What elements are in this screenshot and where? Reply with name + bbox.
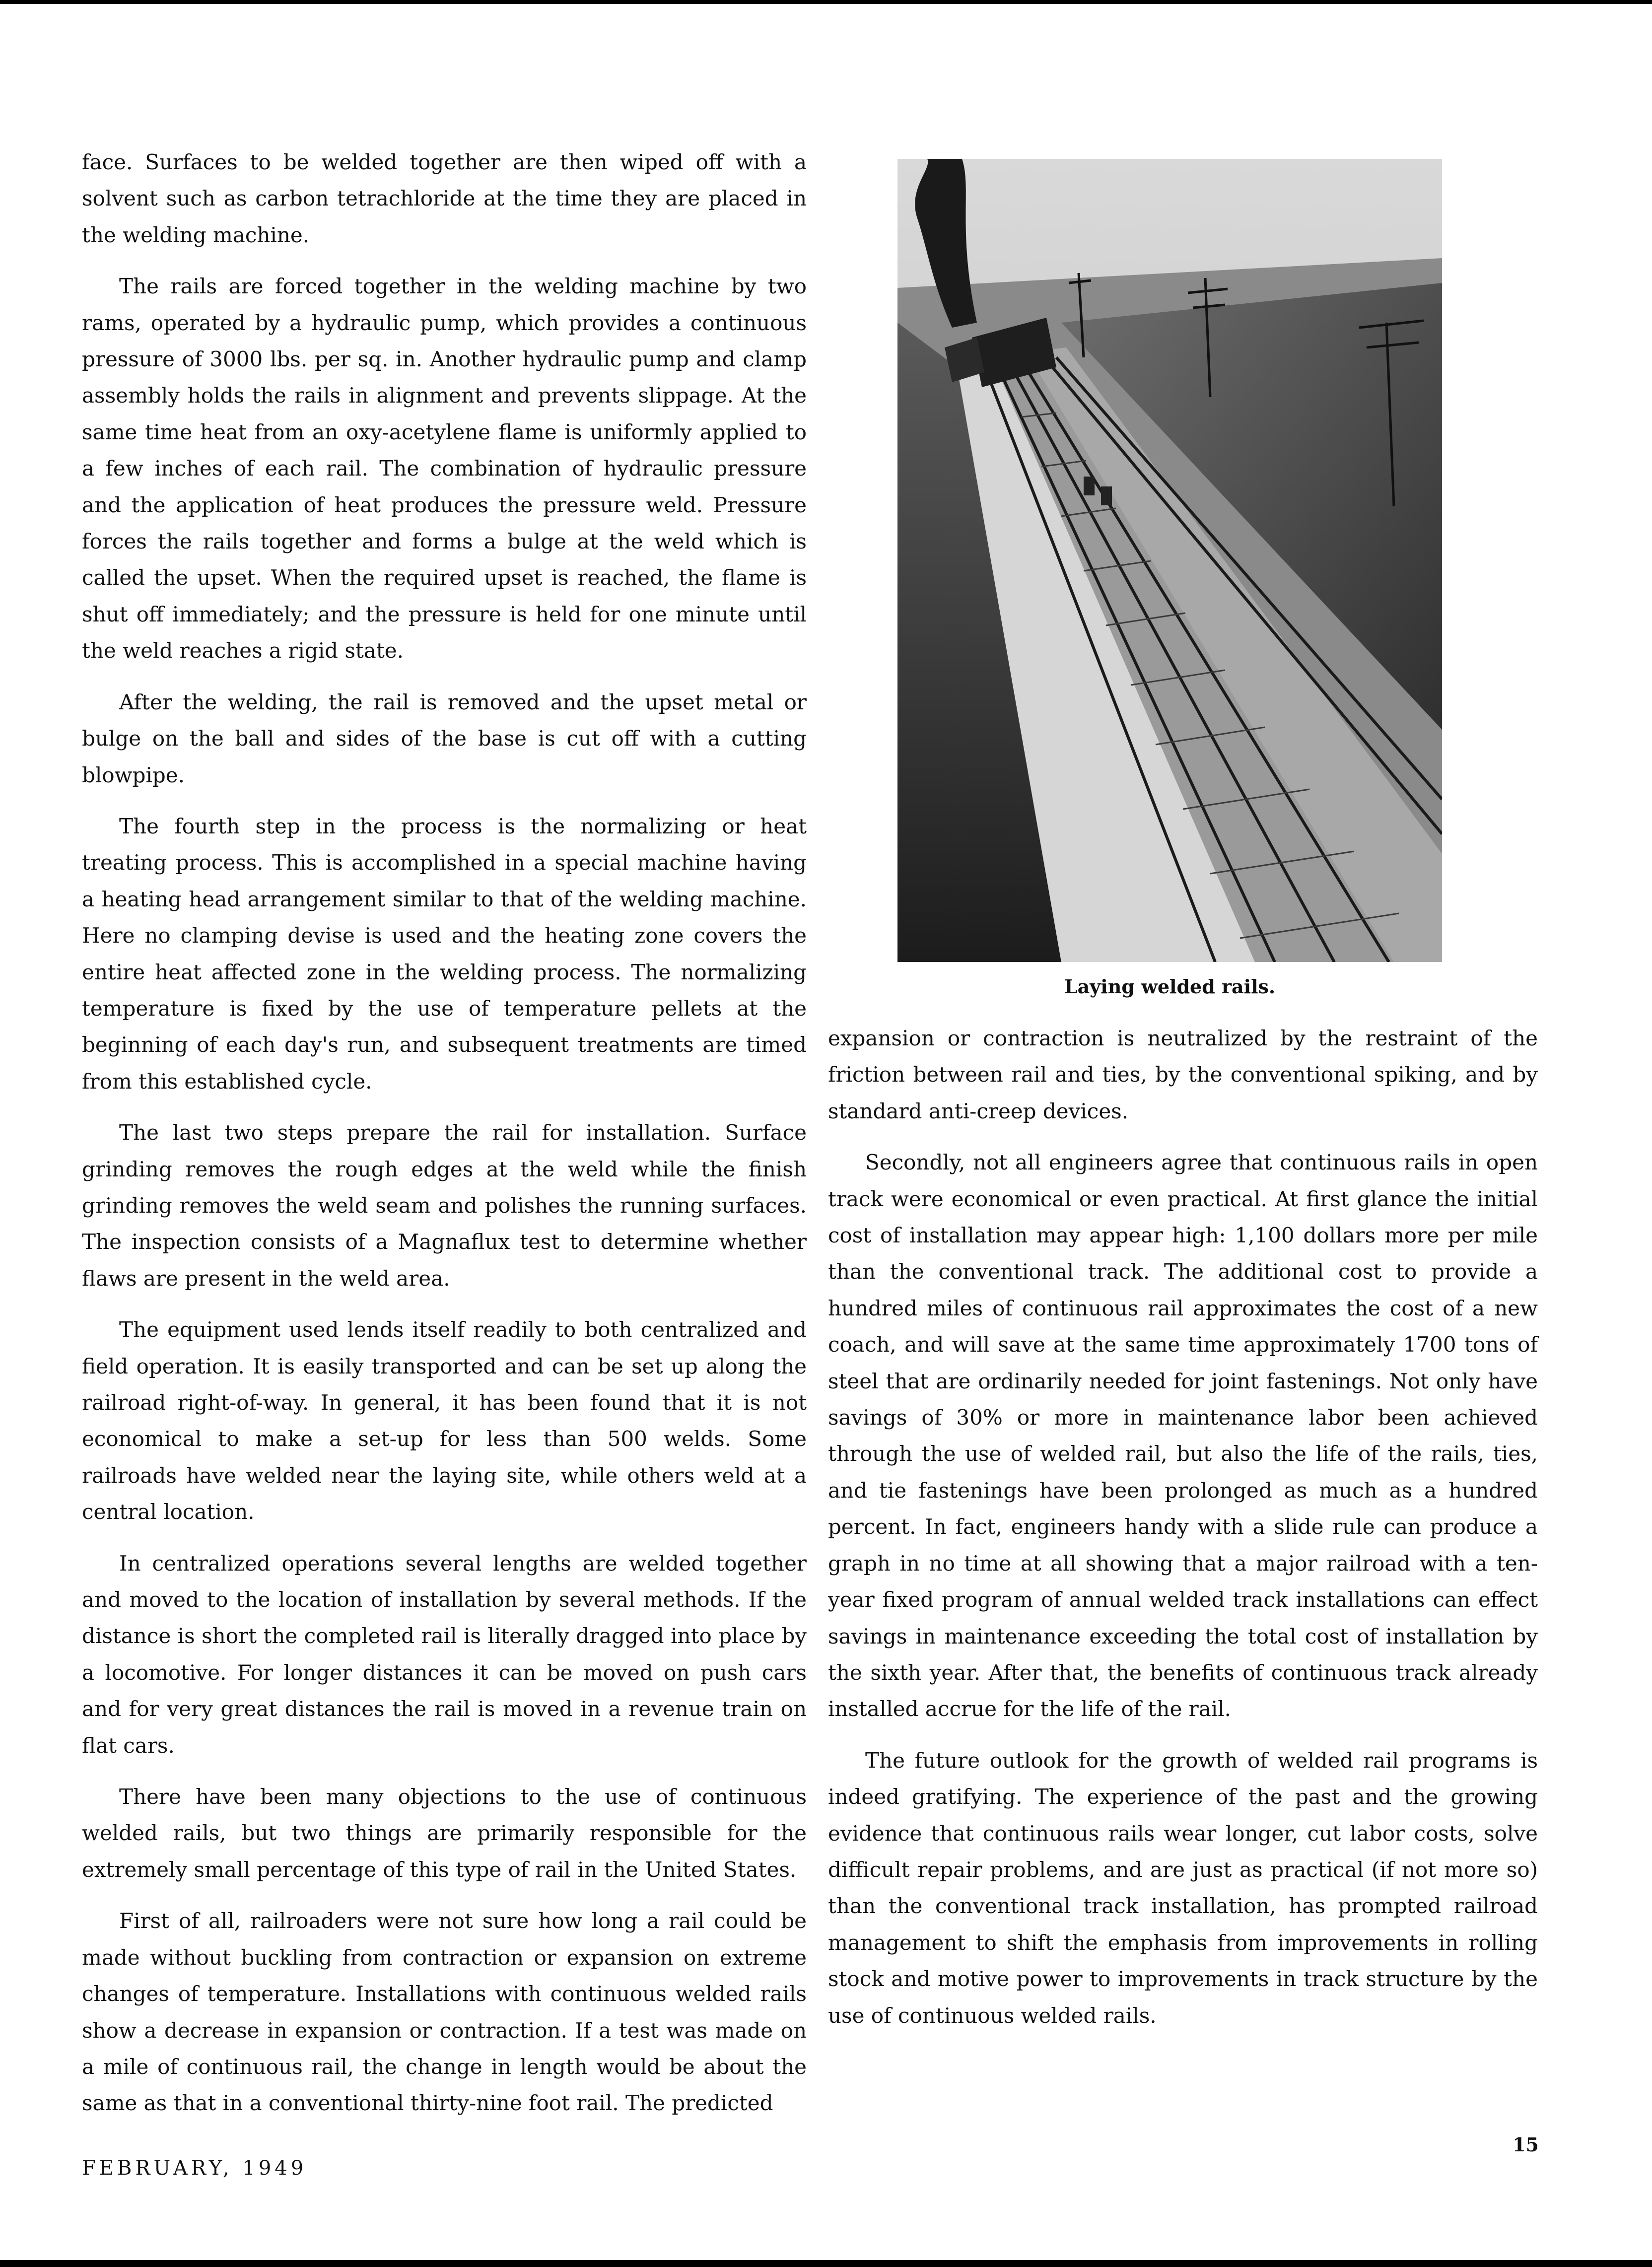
paragraph: face. Surfaces to be welded together are then wiped off with a solvent such as carbon tetrachloride at the time they are placed in the welding machine. <box>82 150 807 247</box>
paragraph: The rails are forced together in the welding machine by two rams, operated by a hydraulic pump, which provides a continuous pressure of 3000 lbs. per sq. in. Another hydraulic pump and clamp assembly holds the rails in alignment and prevents slippage. At the same time heat from an oxy-acetylene flame is uniformly applied to a few inches of each rail. The combination of hydraulic pressure and the application of heat produces the pressure weld. Pressure forces the rails together and forms a bulge at the weld which is called the upset. When the required upset is reached, the flame is shut off immediately; and the pressure is held for one minute until the weld reaches a rigid state. <box>82 274 807 663</box>
paragraph: The last two steps prepare the rail for installation. Surface grinding removes the rough edges at the weld while the finish grinding removes the weld seam and polishes the running surfaces. The inspection consists of a Magnaflux test to determine whether flaws are present in the weld area. <box>82 1120 807 1291</box>
paragraph: expansion or contraction is neutralized by the restraint of the friction between rail and ties, by the conventional spiking, and by standard anti-creep devices. <box>828 1026 1538 1123</box>
left-text-column <box>82 144 807 2136</box>
paragraph: After the welding, the rail is removed and the upset metal or bulge on the ball and sides of the base is cut off with a cutting blowpipe. <box>82 689 807 787</box>
issue-date: FEBRUARY, 1949 <box>82 2157 307 2180</box>
scan-bottom-edge <box>0 2260 1652 2267</box>
paragraph: First of all, railroaders were not sure how long a rail could be made without buckling from contraction or expansion on extreme changes of temperature. Installations with continuous welded rails show a decrease in expansion or contraction. If a test was made on a mile of continuous rail, the change in length would be about the same as that in a conventional thirty-nine foot rail. The predicted <box>82 1909 807 2116</box>
paragraph: In centralized operations several lengths are welded together and moved to the location of installation by several methods. If the distance is short the completed rail is literally dragged into place by a locomotive. For longer distances it can be moved on push cars and for very great distances the rail is moved in a revenue train on flat cars. <box>82 1551 807 1758</box>
rail-laying-photo <box>897 159 1442 962</box>
figure-caption: Laying welded rails. <box>1064 975 1276 998</box>
paragraph: The fourth step in the process is the normalizing or heat treating process. This is accomplished in a special machine having a heating head arrangement similar to that of the welding machine. Here no clamping devise is used and the heating zone covers the entire heat affected zone in the welding process. The normalizing temperature is fixed by the use of temperature pellets at the beginning of each day's run, and subsequent treatments are timed from this established cycle. <box>82 814 807 1094</box>
page-number: 15 <box>1513 2133 1539 2156</box>
right-text-column <box>828 1020 1538 2049</box>
paragraph: The equipment used lends itself readily to both centralized and field operation. It is easily transported and can be set up along the railroad right-of-way. In general, it has been found that it is not economical to make a set-up for less than 500 welds. Some railroads have welded near the laying site, while others weld at a central location. <box>82 1317 807 1524</box>
scan-top-edge <box>0 0 1652 4</box>
paragraph: The future outlook for the growth of welded rail programs is indeed gratifying. The experience of the past and the growing evidence that continuous rails wear longer, cut labor costs, solve difficult repair problems, and are just as practical (if not more so) than the conventional track installation, has prompted railroad management to shift the emphasis from improvements in rolling stock and motive power to improvements in track structure by the use of continuous welded rails. <box>828 1748 1538 2028</box>
paragraph: Secondly, not all engineers agree that continuous rails in open track were economical or even practical. At first glance the initial cost of installation may appear high: 1,100 dollars more per mile than the conventional track. The additional cost to provide a hundred miles of continuous rail approximates the cost of a new coach, and will save at the same time approximately 1700 tons of steel that are ordinarily needed for joint fastenings. Not only have savings of 30% or more in maintenance labor been achieved through the use of welded rail, but also the life of the rails, ties, and tie fastenings have been prolonged as much as a hundred percent. In fact, engineers handy with a slide rule can produce a graph in no time at all showing that a major railroad with a ten-year fixed program of annual welded track installations can effect savings in maintenance exceeding the total cost of installation by the sixth year. After that, the benefits of continuous track already installed accrue for the life of the rail. <box>828 1150 1538 1721</box>
paragraph: There have been many objections to the use of continuous welded rails, but two things are primarily responsible for the extremely small percentage of this type of rail in the United States. <box>82 1785 807 1882</box>
